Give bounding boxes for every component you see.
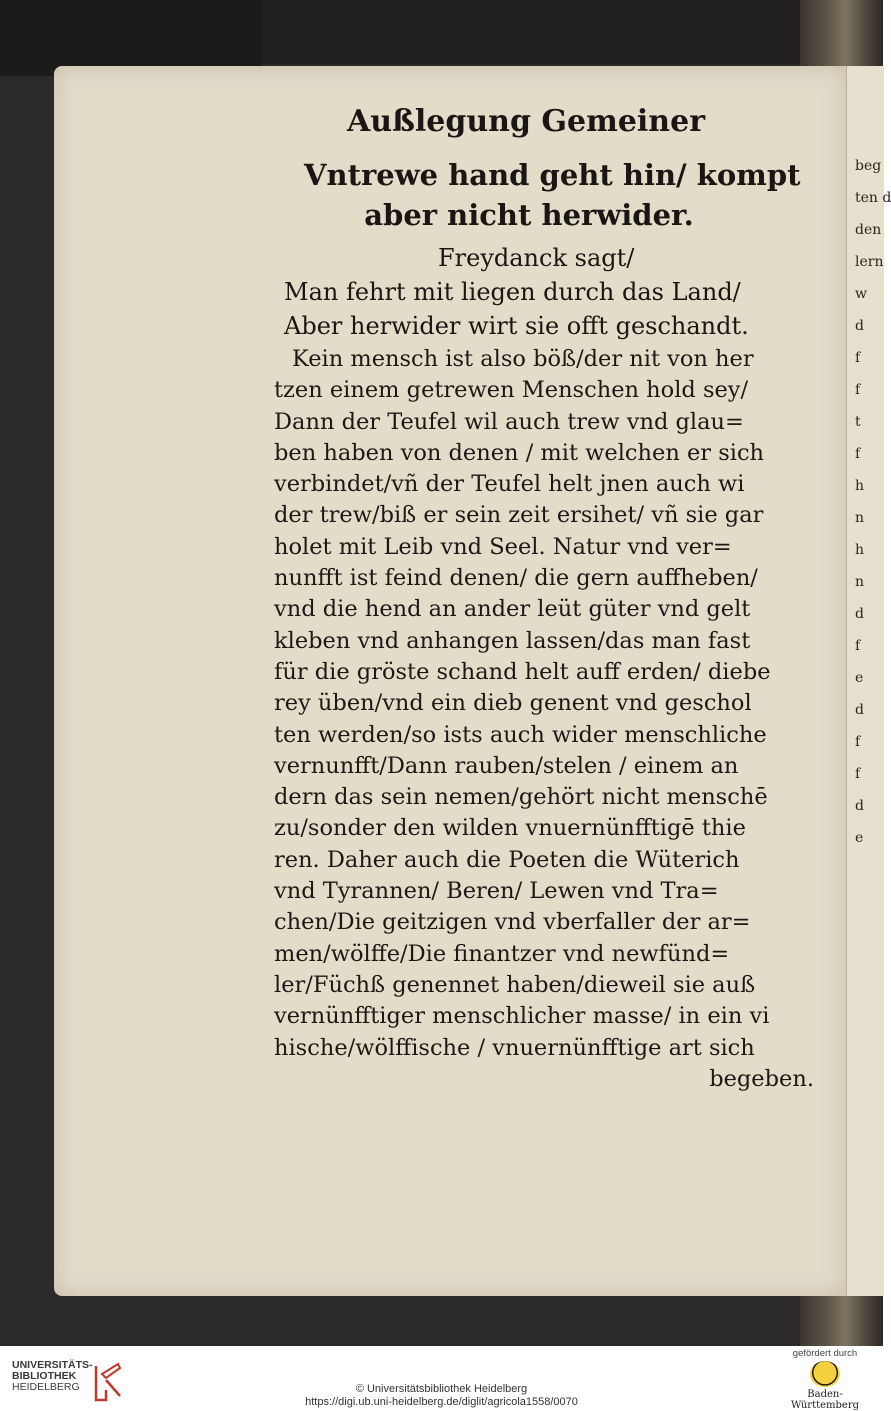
margin-fragment: h <box>855 542 865 558</box>
text-line: tzen einem getrewen Menschen hold sey/ <box>274 377 749 404</box>
text-line: vnd Tyrannen/ Beren/ Lewen vnd Tra= <box>274 878 719 905</box>
text-line: dern das sein nemen/gehört nicht menschē <box>274 784 768 811</box>
scan-border-left <box>0 0 262 76</box>
text-line: men/wölffe/Die finantzer vnd newfünd= <box>274 940 730 967</box>
sponsor-block <box>775 1348 875 1411</box>
verse-attribution: Freydanck sagt/ <box>438 244 635 272</box>
margin-fragment: f <box>855 638 861 654</box>
text-line: hische/wölffische / vnuernünfftige art sich <box>274 1034 755 1061</box>
text-line: ren. Daher auch die Poeten die Wüterich <box>274 846 740 873</box>
sponsor-label: gefördert durch <box>792 1348 858 1359</box>
text-line: der trew/biß er sein zeit ersihet/ vñ sie gar <box>274 502 764 529</box>
body-text <box>274 344 814 1095</box>
text-line: vernünfftiger menschlicher masse/ in ein vi <box>274 1003 770 1030</box>
text-line: holet mit Leib vnd Seel. Natur vnd ver= <box>274 533 732 560</box>
margin-fragment: d <box>855 702 864 718</box>
logo-line: BIBLIOTHEK <box>12 1370 77 1382</box>
scan-border-top <box>262 0 807 64</box>
margin-fragment: den <box>855 222 882 238</box>
book-page <box>54 66 846 1296</box>
margin-fragment: n <box>855 574 865 590</box>
text-line: vernunfft/Dann rauben/stelen / einem an <box>274 752 739 779</box>
text-line: chen/Die geitzigen vnd vberfaller der ar= <box>274 909 751 936</box>
text-line: verbindet/vñ der Teufel helt jnen auch wi <box>274 471 745 498</box>
text-line: Kein mensch ist also böß/der nit von her <box>292 346 754 372</box>
margin-fragment: f <box>855 766 861 782</box>
verse-line-2: Aber herwider wirt sie offt geschandt. <box>284 312 749 340</box>
state-crest-icon <box>810 1361 840 1387</box>
copyright-notice <box>0 1383 883 1409</box>
margin-fragment: beg <box>855 158 882 174</box>
margin-fragment: d <box>855 318 864 334</box>
margin-fragment: w <box>855 286 867 302</box>
text-line: begeben. <box>709 1065 814 1092</box>
text-line: nunfft ist feind denen/ die gern auffheben/ <box>274 565 758 592</box>
margin-fragment: h <box>855 478 865 494</box>
margin-fragment: d <box>855 798 864 814</box>
text-line: ben haben von denen / mit welchen er sich <box>274 439 765 466</box>
text-line: vnd die hend an ander leüt güter vnd gelt <box>274 596 751 623</box>
facing-page-fragments <box>855 150 891 854</box>
text-line: kleben vnd anhangen lassen/das man fast <box>274 627 751 654</box>
margin-fragment: lern <box>855 254 884 270</box>
margin-fragment: f <box>855 446 861 462</box>
margin-fragment: f <box>855 382 861 398</box>
section-title-line-1: Vntrewe hand geht hin/ kompt <box>304 158 801 192</box>
margin-fragment: e <box>855 830 864 846</box>
margin-fragment: d <box>855 606 864 622</box>
section-title-line-2: aber nicht herwider. <box>364 198 694 232</box>
margin-fragment: n <box>855 510 865 526</box>
margin-fragment: e <box>855 670 864 686</box>
logo-line: UNIVERSITÄTS- <box>12 1359 93 1371</box>
copyright-text: © Universitätsbibliothek Heidelberg <box>355 1383 528 1395</box>
text-line: ten werden/so ists auch wider menschliche <box>274 721 767 748</box>
margin-fragment: ten d <box>855 190 891 206</box>
text-line: zu/sonder den wilden vnuernünfftigē thie <box>274 815 746 842</box>
permalink[interactable]: https://digi.ub.uni-heidelberg.de/diglit/agricola1558/0070 <box>305 1396 578 1408</box>
text-line: rey üben/vnd ein dieb genent vnd geschol <box>274 690 752 717</box>
logo-line: HEIDELBERG <box>12 1381 80 1393</box>
margin-fragment: f <box>855 734 861 750</box>
sponsor-name[interactable]: Baden-Württemberg <box>790 1389 860 1411</box>
text-line: ler/Füchß genennet haben/dieweil sie auß <box>274 971 756 998</box>
margin-fragment: f <box>855 350 861 366</box>
verse-line-1: Man fehrt mit liegen durch das Land/ <box>284 278 741 306</box>
text-line: für die gröste schand helt auff erden/ diebe <box>274 658 771 685</box>
margin-fragment: t <box>855 414 861 430</box>
page-heading: Außlegung Gemeiner <box>346 104 706 139</box>
text-line: Dann der Teufel wil auch trew vnd glau= <box>274 408 744 435</box>
